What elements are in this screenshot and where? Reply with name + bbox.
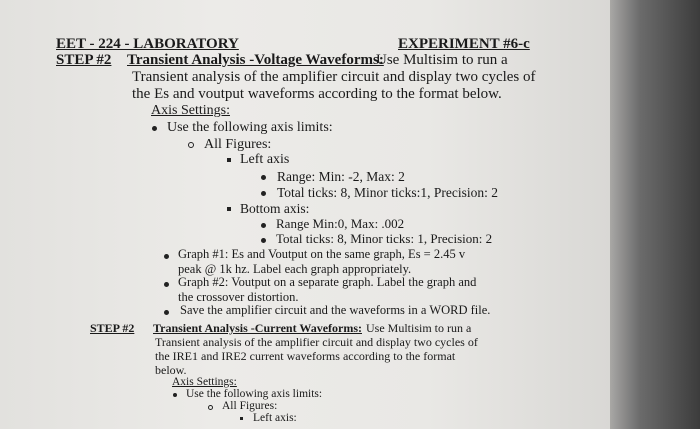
bullet-icon xyxy=(261,223,266,228)
course-title: EET - 224 - LABORATORY xyxy=(56,36,239,52)
step2-line4: below. xyxy=(155,363,187,377)
step1-bottom-ticks: Total ticks: 8, Minor ticks: 1, Precision: 2 xyxy=(276,231,493,246)
step2-title: Transient Analysis -Current Waveforms: xyxy=(153,321,362,335)
bullet-icon xyxy=(152,126,157,131)
step1-bottom-axis: Bottom axis: xyxy=(240,201,310,216)
step2-axis-settings: Axis Settings: xyxy=(172,376,237,388)
step1-line3: the Es and voutput waveforms according to the format below. xyxy=(132,86,502,102)
step1-graph1-line2: peak @ 1k hz. Label each graph appropriately. xyxy=(178,262,412,276)
step1-graph1-line1: Graph #1: Es and Voutput on the same graph, Es = 2.45 v xyxy=(178,247,466,261)
square-bullet-icon xyxy=(240,417,243,420)
step1-axis-settings: Axis Settings: xyxy=(151,103,230,118)
step1-all-figures: All Figures: xyxy=(204,137,272,152)
bullet-icon xyxy=(173,393,177,397)
background-surface xyxy=(600,0,700,429)
square-bullet-icon xyxy=(227,158,231,162)
bullet-icon xyxy=(261,191,266,196)
step1-left-range: Range: Min: -2, Max: 2 xyxy=(277,169,405,184)
bullet-icon xyxy=(164,282,169,287)
step2-left-axis: Left axis: xyxy=(253,412,297,424)
step1-line1: Use Multisim to run a xyxy=(376,52,508,68)
step1-graph2-line1: Graph #2: Voutput on a separate graph. Label the graph and xyxy=(178,275,477,289)
bullet-icon xyxy=(261,238,266,243)
step1-graph2-line2: the crossover distortion. xyxy=(178,290,299,304)
step1-left-axis: Left axis xyxy=(240,152,290,167)
step1-title: Transient Analysis -Voltage Waveforms: xyxy=(127,52,384,68)
step1-bottom-range: Range Min:0, Max: .002 xyxy=(276,216,405,231)
step2-use-limits: Use the following axis limits: xyxy=(186,388,323,400)
step2-all-figures: All Figures: xyxy=(222,400,278,412)
bullet-icon xyxy=(164,310,169,315)
circle-bullet-icon xyxy=(188,142,194,148)
bullet-icon xyxy=(164,254,169,259)
step1-label: STEP #2 xyxy=(56,52,112,68)
step2-line1: Use Multisim to run a xyxy=(366,321,472,335)
step1-line2: Transient analysis of the amplifier circuit and display two cycles of xyxy=(132,69,536,85)
experiment-number: EXPERIMENT #6-c xyxy=(398,36,530,52)
step1-left-ticks: Total ticks: 8, Minor ticks:1, Precision: 2 xyxy=(277,185,499,200)
step1-save-line: Save the amplifier circuit and the waveforms in a WORD file. xyxy=(180,303,491,317)
step1-use-limits: Use the following axis limits: xyxy=(167,120,333,135)
square-bullet-icon xyxy=(227,207,231,211)
step2-line3: the IRE1 and IRE2 current waveforms according to the format xyxy=(155,349,456,363)
circle-bullet-icon xyxy=(208,405,213,410)
bullet-icon xyxy=(261,175,266,180)
step2-label: STEP #2 xyxy=(90,321,135,335)
step2-line2: Transient analysis of the amplifier circuit and display two cycles of xyxy=(155,335,478,349)
